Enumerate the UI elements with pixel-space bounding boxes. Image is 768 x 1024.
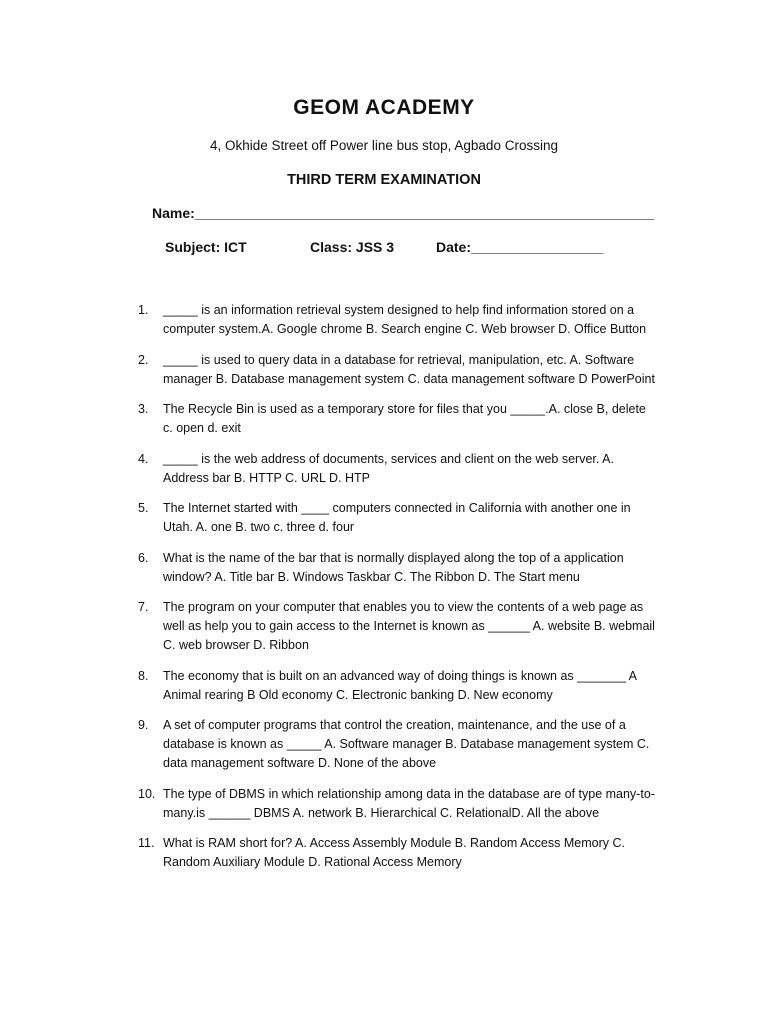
question-number: 5. [138, 501, 149, 515]
question-number: 4. [138, 451, 149, 466]
question-number: 9. [138, 718, 149, 732]
question-item [138, 499, 658, 537]
question-number: 1. [138, 303, 149, 317]
question-list [138, 301, 658, 884]
question-text: The program on your computer that enables you to view the contents of a web page as well as help you to gain access to the Internet is known as ______ A. website B. webmail C. web browser D. Ribbon [163, 600, 655, 652]
question-item [138, 301, 658, 339]
question-item [138, 400, 658, 438]
question-item [138, 834, 658, 872]
question-number: 3. [138, 402, 149, 416]
question-number: 6. [138, 550, 149, 565]
question-text: _____ is an information retrieval system designed to help find information stored on a computer system.A. Google chrome B. Search engine C. Web browser D. Office Button [163, 303, 647, 336]
question-text: The economy that is built on an advanced way of doing things is known as _______ A Animal rearing B Old economy C. Electronic banking D. New economy [163, 668, 637, 702]
question-number: 10. [138, 786, 156, 801]
question-item [138, 549, 658, 587]
school-address: 4, Okhide Street off Power line bus stop, Agbado Crossing [210, 138, 558, 153]
question-number: 2. [138, 352, 149, 367]
question-text: The type of DBMS in which relationship among data in the database are of type many-to-many.is ______ DBMS A. network B. Hierarchical C. RelationalD. All the above [163, 786, 655, 820]
question-item [138, 351, 658, 389]
question-text: The Internet started with ____ computers connected in California with another one in Utah. A. one B. two c. three d. four [163, 501, 631, 534]
student-name-field: Name:___________________________________________________________ [152, 205, 655, 221]
question-text: A set of computer programs that control the creation, maintenance, and the use of a database is known as _____ A. Software manager B. Database management system C. data management software D. None of the above [163, 718, 650, 770]
question-text: _____ is the web address of documents, services and client on the web server. A. Address bar B. HTTP C. URL D. HTP [163, 451, 614, 485]
class-label: Class: JSS 3 [310, 239, 395, 255]
question-text: _____ is used to query data in a database for retrieval, manipulation, etc. A. Software manager B. Database management system C. data management software D PowerPoint [163, 352, 655, 386]
question-item [138, 667, 658, 705]
question-item [138, 450, 658, 488]
question-text: What is RAM short for? A. Access Assembly Module B. Random Access Memory C. Random Auxiliary Module D. Rational Access Memory [163, 836, 625, 869]
question-item [138, 598, 658, 655]
date-field: Date:_________________ [436, 239, 604, 255]
subject-label: Subject: ICT [165, 239, 247, 255]
question-item [138, 716, 658, 773]
question-item [138, 785, 658, 823]
question-number: 7. [138, 600, 149, 614]
exam-title: THIRD TERM EXAMINATION [287, 172, 481, 188]
school-name: GEOM ACADEMY [293, 96, 475, 119]
question-number: 8. [138, 668, 149, 683]
question-text: What is the name of the bar that is normally displayed along the top of a application window? A. Title bar B. Windows Taskbar C. The Ribbon D. The Start menu [163, 550, 624, 584]
question-text: The Recycle Bin is used as a temporary store for files that you _____.A. close B, delete c. open d. exit [163, 402, 646, 435]
question-number: 11. [138, 836, 155, 850]
